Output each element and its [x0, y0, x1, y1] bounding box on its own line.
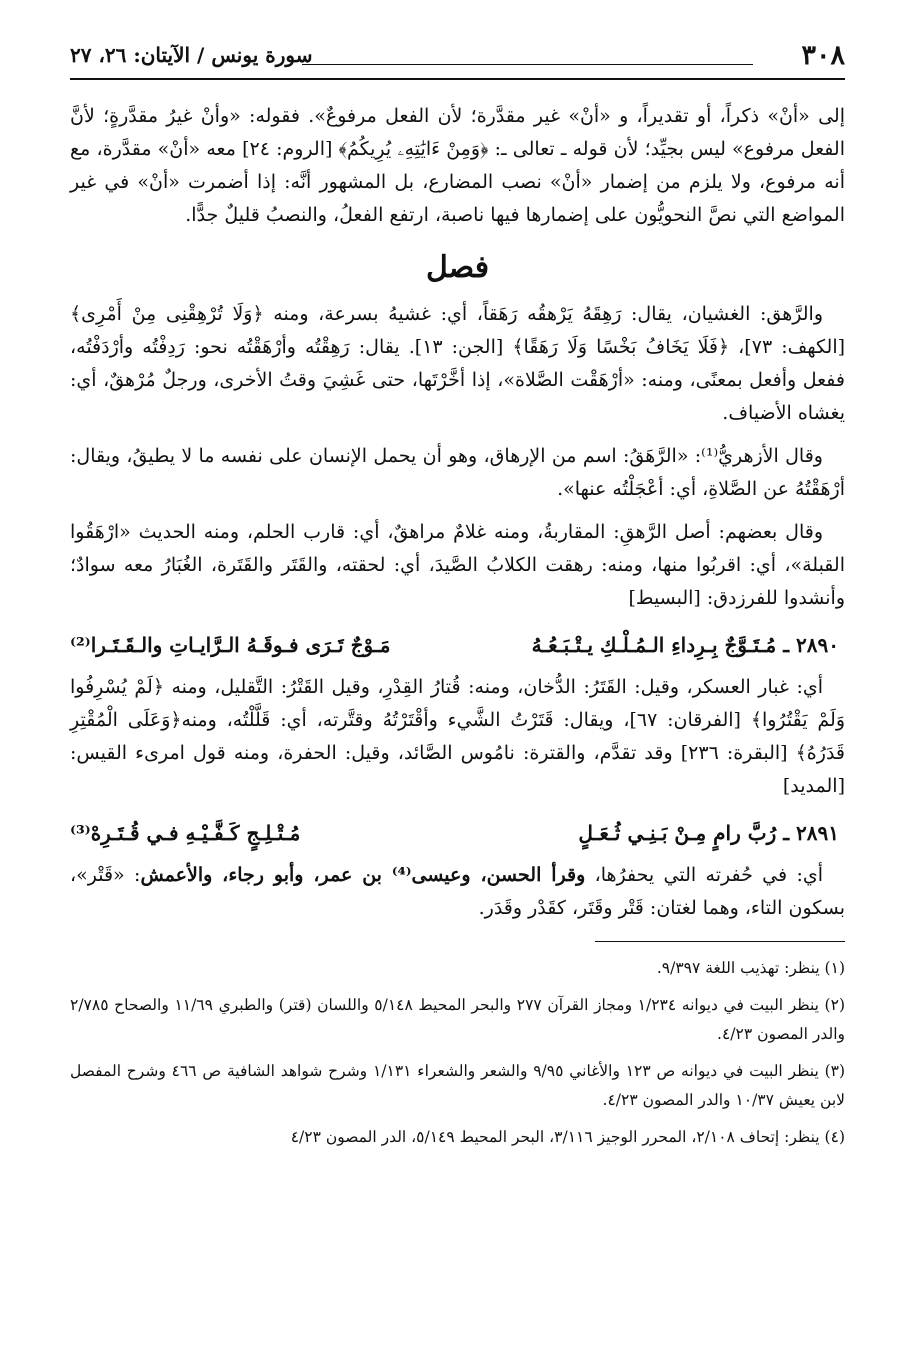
verse-commentary: أي: غبار العسكر، وقيل: القَتَرُ: الدُّخان، ومنه: قُتارُ القِدْرِ، وقيل القَتْرُ: التَّقليل، ومنه ﴿لَمْ يُسْرِفُوا وَلَمْ يَقْتُرُوا﴾ [الفرقان: ٦٧]، ويقال: قَتَرْتُ الشَّيء وأقْتَرْتُهُ وقتَّرته، أي: قَلَّلْتُه، ومنه﴿وَعَلَى الْمُقْتِرِ قَدَرُهُ﴾ [البقرة: ٢٣٦] وقد تقدَّم، والقترة: نامُوس الصَّائد، وقيل: الحفرة، ومنه قول امرىء القيس: [المديد]: [70, 676, 846, 797]
verse-second-half: مَـوْجٌ تَـرَى فـوقَـهُ الـرَّايـاتِ والـقَـتَـرا⁽²⁾: [70, 633, 391, 657]
footnote: (٤) ينظر: إتحاف ٢/١٠٨، المحرر الوجيز ٣/١١٦، البحر المحيط ٥/١٤٩، الدر المصون ٤/٢٣: [290, 1128, 845, 1146]
footnotes: [70, 954, 845, 1152]
poem-verse: [70, 625, 845, 665]
footnote: (١) ينظر: تهذيب اللغة ٩/٣٩٧.: [656, 959, 845, 977]
paragraph: وقال الأزهريُّ⁽¹⁾: «الرَّهَقُ: اسم من الإرهاق، وهو أن يحمل الإنسان على نفسه ما لا يطيقُ، ويقال: أرْهَقْتُهُ عن الصَّلاةِ، أي: أعْجَلْتُه عنها».: [70, 445, 845, 500]
verse-number: ٢٨٩٠ ـ: [783, 633, 839, 657]
commentary-readers: وقرأ الحسن، وعيسى⁽⁴⁾ بن عمر، وأبو رجاء، والأعمش: [140, 864, 586, 886]
page-header: [70, 40, 845, 80]
page-number: ٣٠٨: [801, 40, 845, 71]
verse-commentary: [70, 859, 845, 925]
surah-title: سورة يونس / الآيتان: ٢٦، ٢٧: [70, 43, 313, 67]
paragraph: والرَّهق: الغشيان، يقال: رَهِقَهُ يَرْهقُه رَهَقاً، أي: غشيهُ بسرعة، ومنه ﴿وَلَا تُرْهِقْنِى مِنْ أَمْرِى﴾ [الكهف: ٧٣]، ﴿فَلَا يَخَافُ بَخْسًا وَلَا رَهَقًا﴾ [الجن: ١٣]. يقال: رَهِقْتُه وأرْهَقْتُه نحو: رَدِفْتُه وأرْدَفْتُه، ففعل وأفعل بمعنًى، ومنه: «أرْهَقْت الصَّلاة»، إذا أخَّرْتَها، حتى غَشِيَ وقتُ الأخرى، ورجلٌ مُرْهقٌ، أي: يغشاه الأضياف.: [70, 303, 846, 424]
footnote-separator: [595, 941, 845, 942]
commentary-text: : «قَتْر»، بسكون التاء، وهما لغتان: قَتْر وقَتَر، كقَدْر وقَدَر.: [70, 864, 845, 919]
header-dash: [302, 64, 753, 65]
poem-verse: [70, 813, 845, 853]
verse-first-half: مُـتَـوَّجٌ بِـرِداءِ الـمُـلْـكِ يـتْـبَـعُـهُ: [531, 633, 777, 657]
verse-number: ٢٨٩١ ـ: [783, 821, 839, 845]
paragraph: إلى «أنْ» ذكراً، أو تقديراً، و «أنْ» غير مقدَّرة؛ لأن الفعل مرفوعٌ». فقوله: «وأنْ غيرُ مقدَّرةٍ؛ لأنَّ الفعل مرفوع» ليس بجيِّد؛ لأن قوله ـ تعالى ـ: ﴿وَمِنْ ءَايَٰتِهِۦ يُرِيكُمُ﴾ [الروم: ٢٤] معه «أنْ» مقدَّرة، مع أنه مرفوع، ولا يلزم من إضمار «أنْ» نصب المضارع، بل المشهور أنَّه: إذا أضمرت «أنْ» في غير المواضع التي نصَّ النحويُّون على إضمارها فيها ناصبة، ارتفع الفعلُ، والنصبُ قليلٌ جدًّا.: [70, 105, 845, 226]
verse-second-half: مُـتْـلِـجٍ كَـفَّـيْـهِ فـي قُـتَـرِهْ⁽³⁾: [70, 821, 301, 845]
main-text: [70, 100, 845, 925]
section-title: فصل: [425, 250, 490, 285]
paragraph: وقال بعضهم: أصل الرَّهقِ: المقاربةُ، ومنه غلامٌ مراهقٌ، أي: قارب الحلم، ومنه الحديث «ارْهَقُوا القبلة»، أي: اقربُوا منها، ومنه: رهقت الكلابُ الصَّيدَ، أي: لحقته، والقَتَر والقَتَرة، الغُبَارُ معه سوادٌ؛ وأنشدوا للفرزدق: [البسيط]: [70, 521, 845, 609]
commentary-text: أي: في حُفرته التي يحفرُها،: [585, 864, 823, 886]
footnote: (٣) ينظر البيت في ديوانه ص ١٢٣ والأغاني ٩/٩٥ والشعر والشعراء ١/١٣١ وشرح شواهد الشافية ص ٤٦٦ وشرح المفصل لابن يعيش ١٠/٣٧ والدر المصون ٤/٢٣.: [70, 1062, 846, 1109]
verse-first-half: رُبَّ رامٍ مِـنْ بَـنِـي ثُـعَـلٍ: [578, 821, 777, 845]
footnote: (٢) ينظر البيت في ديوانه ١/٢٣٤ ومجاز القرآن ٢٧٧ والبحر المحيط ٥/١٤٨ واللسان (قتر) والطبري ١١/٦٩ والصحاح ٢/٧٨٥ والدر المصون ٤/٢٣.: [70, 996, 845, 1043]
book-page: [70, 40, 845, 1160]
